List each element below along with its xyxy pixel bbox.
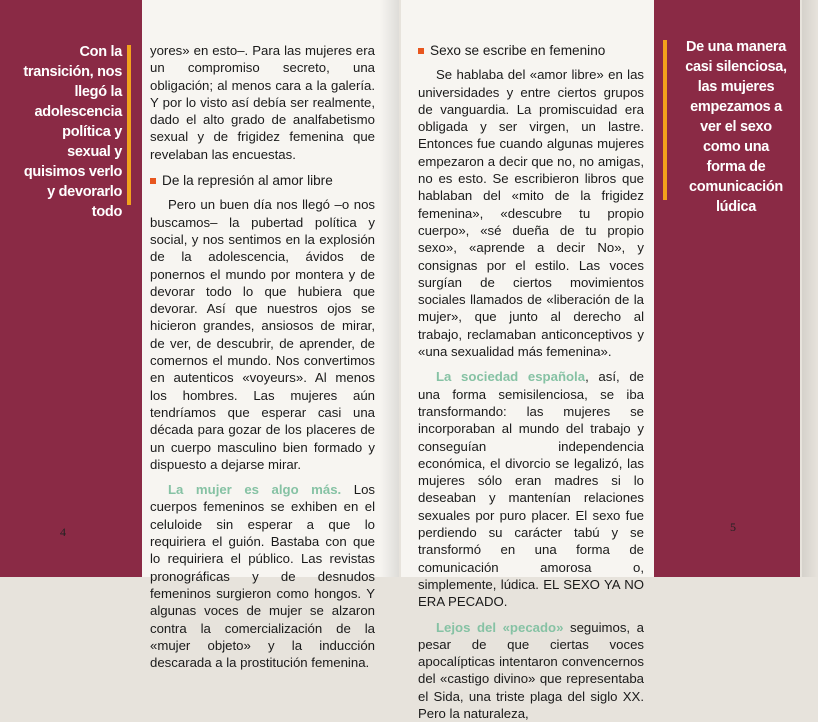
right-pull-quote [680, 37, 792, 217]
subheading-text: De la represión al amor libre [162, 172, 333, 189]
pull-line: comunicación [680, 177, 792, 197]
pull-line: lúdica [680, 197, 792, 217]
left-pull-quote [10, 42, 122, 222]
paragraph [150, 481, 375, 671]
left-page [0, 0, 399, 577]
paragraph-continued: yores» en esto–. Para las mujeres era un compromiso secreto, una obligación; al menos cara a la galería. Y por lo visto así debía ser realmente, dado el alto grado de analfabetismo sexual y de frigidez femenina que revelaban las encuestas. [150, 42, 375, 163]
paragraph-lead: La mujer es algo más. [168, 482, 341, 497]
page-number: 5 [730, 520, 736, 535]
pull-line: y devorarlo [10, 182, 122, 202]
pull-line: adolescencia [10, 102, 122, 122]
paragraph-lead: Lejos del «pecado» [436, 620, 563, 635]
pull-line: llegó la [10, 82, 122, 102]
pull-line: Con la [10, 42, 122, 62]
pull-line: casi silenciosa, [680, 57, 792, 77]
subheading [150, 172, 375, 189]
pull-line: ver el sexo [680, 117, 792, 137]
paragraph-body: , así, de una forma semisilenciosa, se iba transformando: las mujeres se incorporaban al mundo del trabajo y conseguían independencia económica, el divorcio se legalizó, las mujeres sólo eran madres si lo deseaban y mantenían relaciones sexuales por puro placer. El sexo fue perdiendo su carácter tabú y se transformó en una forma de comunicación amorosa o, simplemente, lúdica. EL SEXO YA NO ERA PECADO. [418, 369, 644, 609]
pull-line: como una [680, 137, 792, 157]
pull-line: empezamos a [680, 97, 792, 117]
paragraph [418, 368, 644, 610]
subheading [418, 42, 644, 59]
square-bullet-icon [150, 178, 156, 184]
pull-line: política y [10, 122, 122, 142]
gutter-shadow [802, 0, 818, 577]
pull-line: forma de [680, 157, 792, 177]
pull-line: transición, nos [10, 62, 122, 82]
pull-line: las mujeres [680, 77, 792, 97]
gutter-shadow [380, 0, 399, 577]
pull-line: De una manera [680, 37, 792, 57]
paragraph: Se hablaba del «amor libre» en las universidades y entre ciertos grupos de vanguardia. La promiscuidad era obligada y ser virgen, un lastre. Entonces fue cuando algunas mujeres empezaron a decir que no, no amigas, no es esto. Se escribieron libros que hablaban del «mito de la frigidez femenina», «descubre tu propio cuerpo», «sé dueña de tu propio sexo», «aprende a decir No», y consignas por el estilo. Las voces surgían de ciertos movimientos sociales llamados de «liberación de la mujer», que junto al derecho al trabajo, reclamaban anticonceptivos y «una sexualidad más femenina». [418, 66, 644, 360]
pull-line: quisimos verlo [10, 162, 122, 182]
paragraph [418, 619, 644, 722]
paragraph-body: Los cuerpos femeninos se exhiben en el celuloide sin esperar a que lo requiriera el guión. Bastaba con que lo requiriera el público. Las revistas pronográficas y de desnudos femeninos surgieron como hongos. Y algunas voces de mujer se alzaron contra la comercialización de la «mujer objeto» y la inducción descarada a la prostitución femenina. [150, 482, 375, 670]
right-accent-bar [663, 40, 667, 200]
paragraph-body: seguimos, a pesar de que ciertas voces apocalípticas intentaron convencernos del «castigo divino» que representaba el Sida, una triste plaga del siglo XX. Pero la naturaleza, [418, 620, 644, 721]
right-column [418, 42, 644, 722]
square-bullet-icon [418, 48, 424, 54]
pull-line: todo [10, 202, 122, 222]
subheading-text: Sexo se escribe en femenino [430, 42, 605, 59]
paragraph-lead: La sociedad española [436, 369, 585, 384]
left-accent-bar [127, 45, 131, 205]
left-column [150, 42, 375, 671]
paragraph: Pero un buen día nos llegó –o nos buscamos– la pubertad política y social, y nos sentimos en la explosión de la adolescencia, ávidos de ponernos el mundo por montera y de devorar todo lo que hubiera que devorar. Así que nuestros ojos se hicieron grandes, ansiosos de mirar, de ver, de descubrir, de aprender, de comernos el mundo. Nos convertimos en autenticos «voyeurs». Al menos los hombres. Las mujeres aún tendríamos que esperar casi una década para gozar de los placeres de un cuerpo masculino bien formado y dispuesto a dejarse mirar. [150, 196, 375, 473]
page-number: 4 [60, 525, 66, 540]
pull-line: sexual y [10, 142, 122, 162]
